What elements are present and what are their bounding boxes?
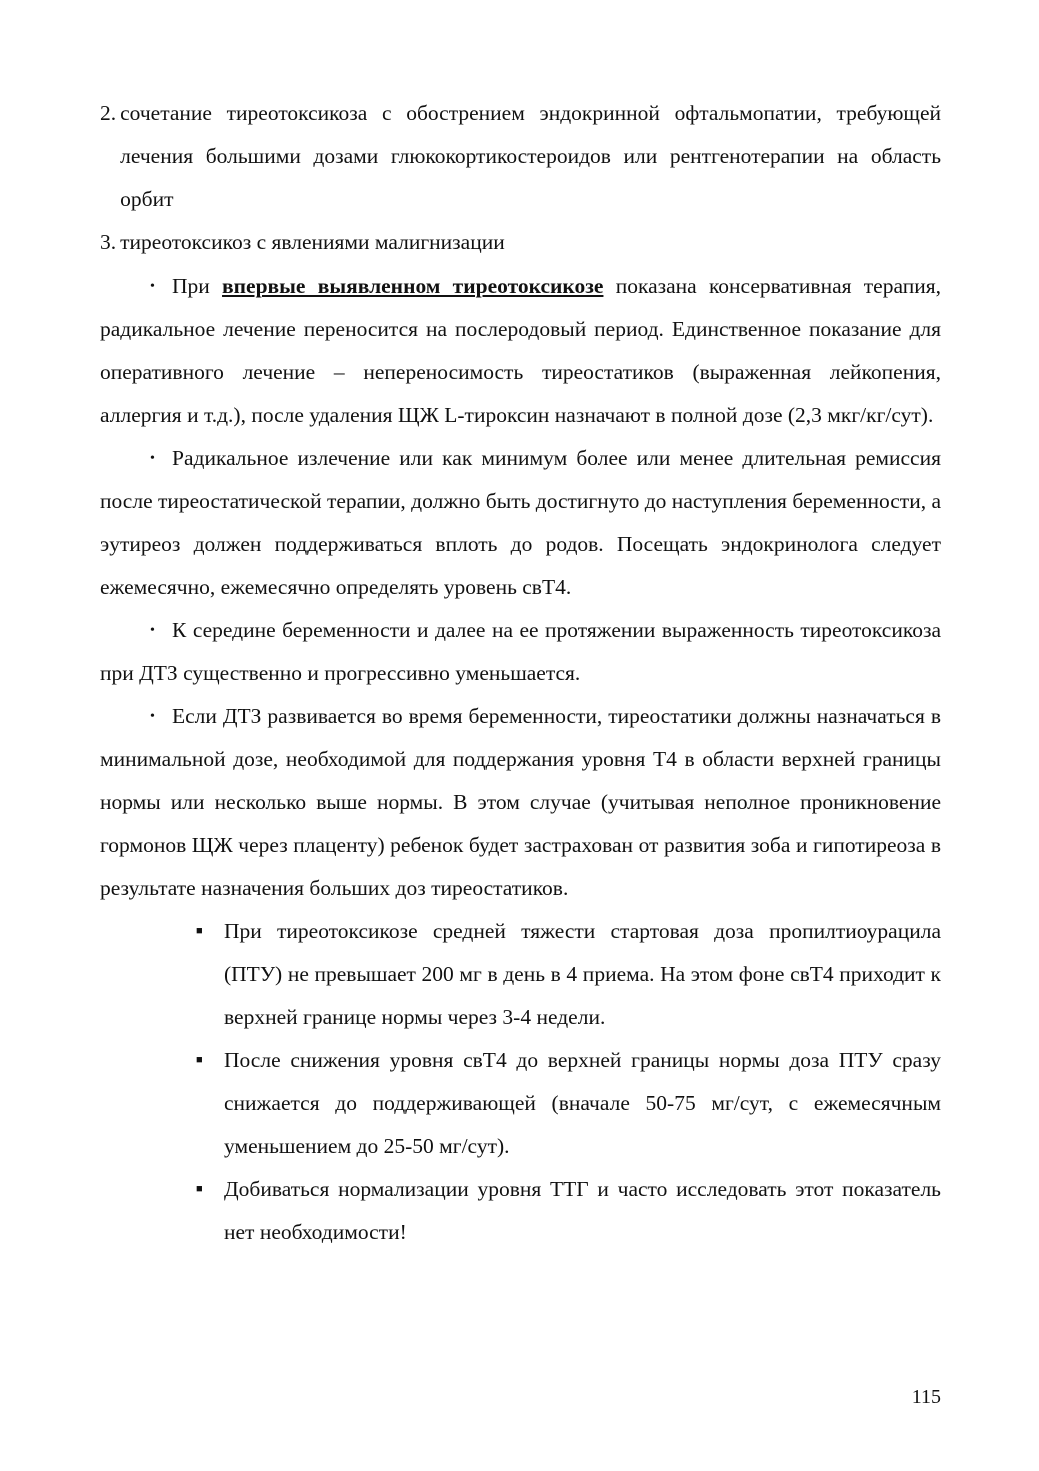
bullet-paragraph-mid-pregnancy [100,609,941,695]
bullet-dot-icon: • [150,623,155,638]
list-item [196,910,941,1039]
square-bullet-icon: ■ [196,925,203,937]
numbered-item-3 [100,221,941,264]
page-number: 115 [911,1386,941,1408]
page-body [100,92,941,1254]
bullet-dot-icon: • [150,451,155,466]
emphasized-term: впервые выявленном тиреотоксикозе [222,274,604,298]
bullet-paragraph-during-pregnancy [100,695,941,910]
item-number: 2. [100,101,117,125]
item-number: 3. [100,230,117,254]
bullet-text: показана консервативная терапия, радикальное лечение переносится на послеродовый период. Единственное показание для оперативного лечение – непереносимость тиреостатиков (выраженная лейкопения, аллергия и т.д.), после удаления ЩЖ L-тироксин назначают в полной дозе (2,3 мкг/кг/сут). [100,274,941,427]
bullet-dot-icon: • [150,279,155,294]
list-item-text: При тиреотоксикозе средней тяжести стартовая доза пропилтиоурацила (ПТУ) не превышает 200 мг в день в 4 приема. На этом фоне свТ4 приходит к верхней границе нормы через 3-4 недели. [224,919,941,1029]
list-item-text: Добиваться нормализации уровня ТТГ и часто исследовать этот показатель нет необходимости! [224,1177,941,1244]
list-item [196,1039,941,1168]
bullet-text: Если ДТЗ развивается во время беременности, тиреостатики должны назначаться в минимальной дозе, необходимой для поддержания уровня Т4 в области верхней границы нормы или несколько выше нормы. В этом случае (учитывая неполное проникновение гормонов ЩЖ через плаценту) ребенок будет застрахован от развития зоба и гипотиреоза в результате назначения больших доз тиреостатиков. [100,704,941,900]
item-text: тиреотоксикоз с явлениями малигнизации [120,230,505,254]
square-bullet-list [196,910,941,1254]
square-bullet-icon: ■ [196,1054,203,1066]
bullet-text: К середине беременности и далее на ее протяжении выраженность тиреотоксикоза при ДТЗ существенно и прогрессивно уменьшается. [100,618,941,685]
item-text: сочетание тиреотоксикоза с обострением эндокринной офтальмопатии, требующей лечения большими дозами глюкокортикостероидов или рентгенотерапии на область орбит [120,101,941,211]
bullet-paragraph-first-detected [100,265,941,437]
list-item [196,1168,941,1254]
bullet-dot-icon: • [150,709,155,724]
bullet-prefix: При [172,274,223,298]
list-item-text: После снижения уровня свТ4 до верхней границы нормы доза ПТУ сразу снижается до поддерживающей (вначале 50-75 мг/сут, с ежемесячным уменьшением до 25-50 мг/сут). [224,1048,941,1158]
bullet-paragraph-remission [100,437,941,609]
numbered-item-2 [100,92,941,221]
bullet-text: Радикальное излечение или как минимум более или менее длительная ремиссия после тиреостатической терапии, должно быть достигнуто до наступления беременности, а эутиреоз должен поддерживаться вплоть до родов. Посещать эндокринолога следует ежемесячно, ежемесячно определять уровень свТ4. [100,446,941,599]
square-bullet-icon: ■ [196,1183,203,1195]
